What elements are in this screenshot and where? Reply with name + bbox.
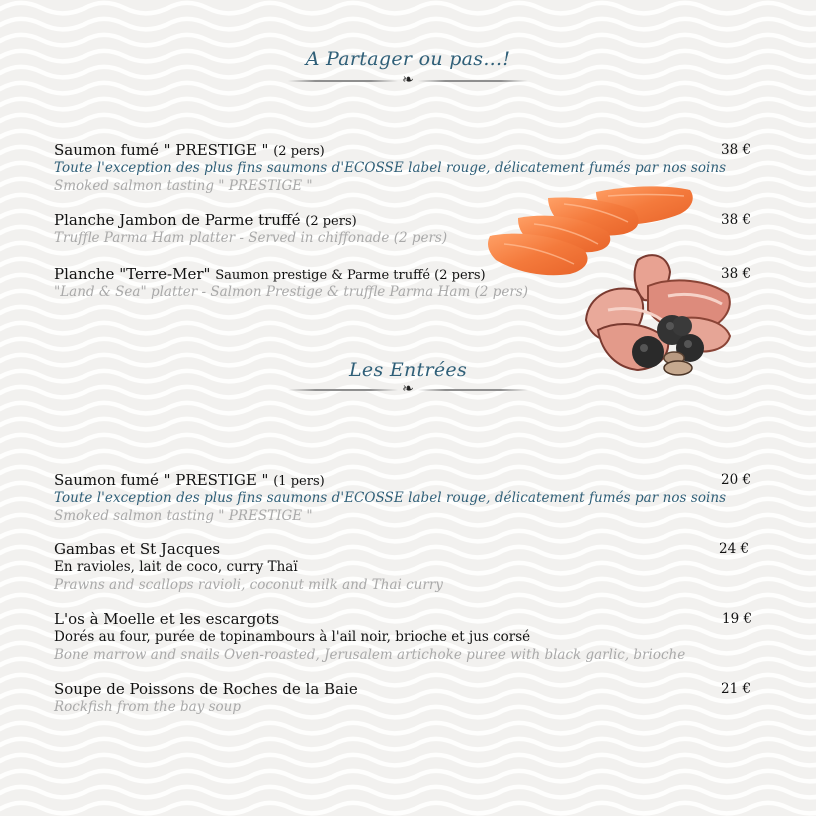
item-description-en: Smoked salmon tasting " PRESTIGE " [54,508,313,524]
ornament-swirl-icon: ❧ [402,381,414,397]
item-description-en: Rockfish from the bay soup [54,699,242,715]
item-description-en: "Land & Sea" platter - Salmon Prestige & truffle Parma Ham (2 pers) [54,284,528,300]
item-name: Planche "Terre-Mer" Saumon prestige & Parme truffé (2 pers) [54,265,486,283]
item-price: 38 € [721,212,752,228]
item-price: 19 € [722,611,753,627]
item-description-en: Prawns and scallops ravioli, coconut milk and Thai curry [54,577,443,593]
item-name: Saumon fumé " PRESTIGE " (1 pers) [54,471,325,489]
divider-line-right [418,389,528,391]
item-description-fr: Toute l'exception des plus fins saumons d'ECOSSE label rouge, délicatement fumés par nos soins [54,490,727,506]
item-description-en: Truffle Parma Ham platter - Served in chiffonade (2 pers) [54,230,448,246]
section-title-les-entrees: Les Entrées [348,359,467,381]
section-divider [288,383,528,397]
item-subtitle-fr: En ravioles, lait de coco, curry Thaï [54,559,298,575]
item-price: 20 € [721,472,752,488]
item-price: 21 € [721,681,752,697]
item-description-fr: Toute l'exception des plus fins saumons d'ECOSSE label rouge, délicatement fumés par nos soins [54,160,727,176]
item-description-en: Smoked salmon tasting " PRESTIGE " [54,178,313,194]
menu-item-os-a-moelle [54,610,764,664]
section-divider [288,74,528,88]
divider-line-left [288,80,398,82]
menu-item-soupe-poissons [54,680,764,716]
item-name: L'os à Moelle et les escargots [54,610,280,628]
section-title-a-partager: A Partager ou pas...! [305,48,511,70]
menu-item-gambas-st-jacques [54,540,764,594]
item-price: 38 € [721,266,752,282]
divider-line-left [288,389,398,391]
item-name: Planche Jambon de Parme truffé (2 pers) [54,211,357,229]
divider-line-right [418,80,528,82]
item-subtitle-fr: Dorés au four, purée de topinambours à l'ail noir, brioche et jus corsé [54,629,531,645]
item-name: Gambas et St Jacques [54,540,221,558]
ornament-swirl-icon: ❧ [402,72,414,88]
item-price: 24 € [719,541,750,557]
item-description-en: Bone marrow and snails Oven-roasted, Jerusalem artichoke puree with black garlic, brioche [54,647,686,663]
item-name: Saumon fumé " PRESTIGE " (2 pers) [54,141,325,159]
item-name: Soupe de Poissons de Roches de la Baie [54,680,358,698]
item-price: 38 € [721,142,752,158]
menu-item-saumon-prestige-1 [54,471,764,525]
parma-ham-truffle-image [578,250,738,380]
